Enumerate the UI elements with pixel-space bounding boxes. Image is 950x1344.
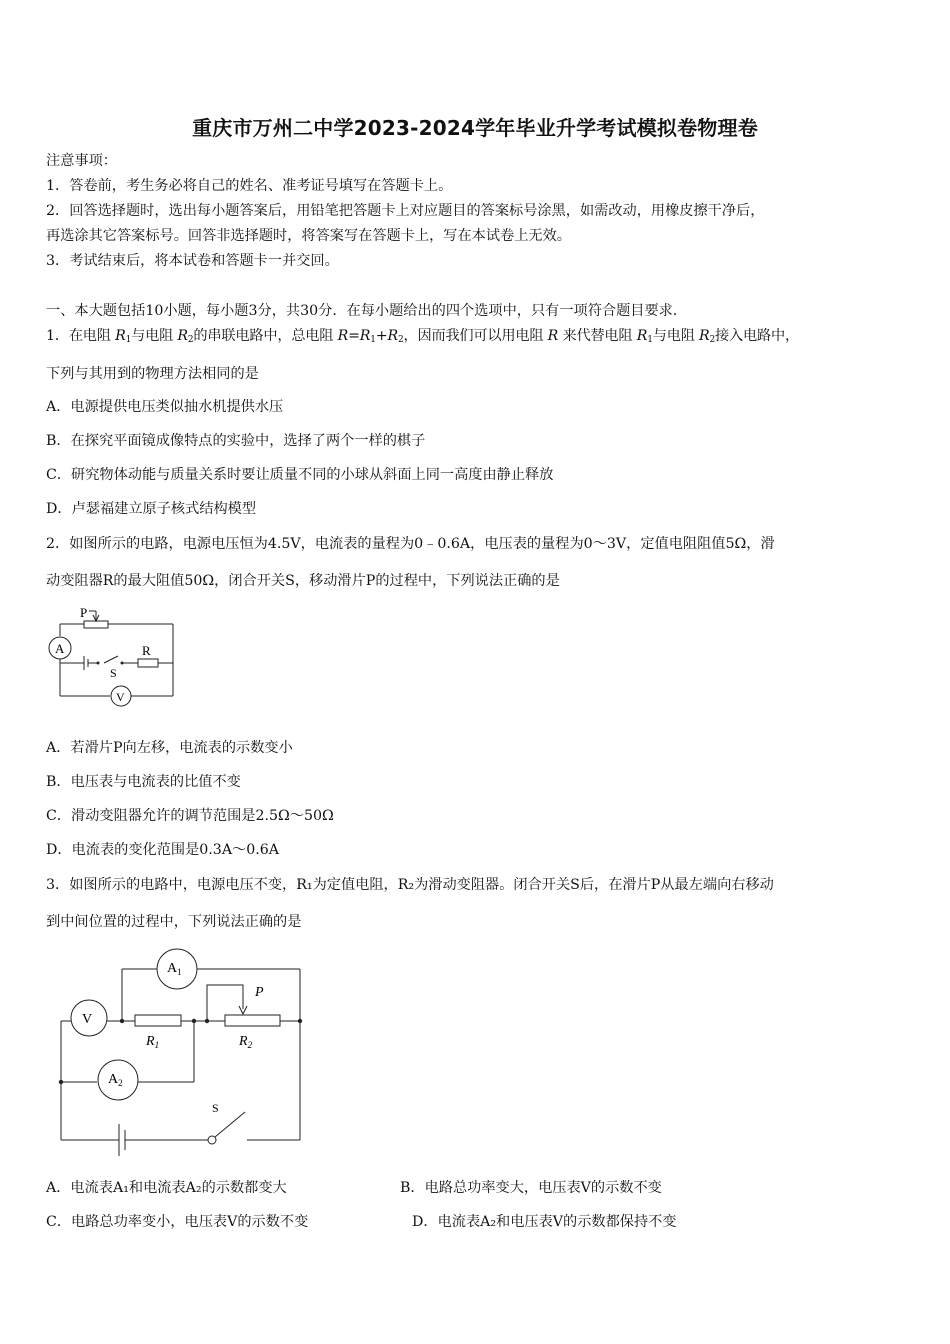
q3-stem-line1: 3．如图所示的电路中，电源电压不变，R₁为定值电阻，R₂为滑动变阻器。闭合开关S后，在滑片P从最左端向右移动 <box>46 877 774 893</box>
q3-circuit-diagram <box>55 944 315 1144</box>
q2-stem-line2: 动变阻器R的最大阻值50Ω，闭合开关S，移动滑片P的过程中，下列说法正确的是 <box>46 573 560 589</box>
label-a: A <box>55 641 65 656</box>
q2-circuit-diagram <box>40 598 190 716</box>
q1-option-b: B．在探究平面镜成像特点的实验中，选择了两个一样的棋子 <box>46 433 426 449</box>
label-a2: $A_2$ <box>108 1072 123 1088</box>
page-title: 重庆市万州二中学2023-2024学年毕业升学考试模拟卷物理卷 <box>192 116 758 140</box>
q1-stem-line1: 1．在电阻 $R_1$与电阻 $R_2$的串联电路中，总电阻 $R=R_1+R_2$，因而我们可以用电阻 R 来代替电阻 $R_1$与电阻 $R_2$接入电路中， <box>46 328 799 345</box>
notice-item-2-cont: 再选涂其它答案标号。回答非选择题时，将答案写在答题卡上，写在本试卷上无效。 <box>46 228 571 244</box>
switch-blade <box>215 1112 245 1137</box>
label-p: P <box>255 985 264 1000</box>
label-v: V <box>116 690 125 704</box>
label-v: V <box>82 1012 93 1027</box>
q1-option-a: A．电源提供电压类似抽水机提供水压 <box>46 399 284 415</box>
q1-option-c: C．研究物体动能与质量关系时要让质量不同的小球从斜面上同一高度由静止释放 <box>46 467 554 483</box>
notice-item-1: 1．答卷前，考生务必将自己的姓名、准考证号填写在答题卡上。 <box>46 178 453 194</box>
q2-option-b: B．电压表与电流表的比值不变 <box>46 774 241 790</box>
label-r1: $R_1$ <box>146 1034 160 1050</box>
label-r2: $R_2$ <box>239 1034 253 1050</box>
resistor-r1 <box>135 1015 181 1026</box>
rheostat-r2 <box>225 1015 280 1026</box>
notice-item-3: 3．考试结束后，将本试卷和答题卡一并交回。 <box>46 253 339 269</box>
q3-option-b: B．电路总功率变大，电压表V的示数不变 <box>400 1180 662 1196</box>
notice-heading: 注意事项： <box>46 153 117 169</box>
q3-option-a: A．电流表A₁和电流表A₂的示数都变大 <box>46 1180 287 1196</box>
switch-blade <box>104 656 118 663</box>
q2-option-c: C．滑动变阻器允许的调节范围是2.5Ω～50Ω <box>46 808 334 824</box>
q1-option-d: D．卢瑟福建立原子核式结构模型 <box>46 501 257 517</box>
section-heading: 一、本大题包括10小题，每小题3分，共30分．在每小题给出的四个选项中，只有一项符合题目要求． <box>46 303 688 319</box>
label-a1: $A_1$ <box>167 961 182 977</box>
notice-item-2: 2．回答选择题时，选出每小题答案后，用铅笔把答题卡上对应题目的答案标号涂黑，如需改动，用橡皮擦干净后， <box>46 203 765 219</box>
q2-option-a: A．若滑片P向左移，电流表的示数变小 <box>46 740 293 756</box>
label-r: R <box>142 643 151 658</box>
q3-option-d: D．电流表A₂和电压表V的示数都保持不变 <box>412 1214 677 1230</box>
q1-stem-line2: 下列与其用到的物理方法相同的是 <box>46 366 259 382</box>
switch-pivot <box>208 1136 216 1144</box>
resistor-r <box>138 659 158 667</box>
q2-option-d: D．电流表的变化范围是0.3A～0.6A <box>46 842 280 858</box>
q2-stem-line1: 2．如图所示的电路，电源电压恒为4.5V，电流表的量程为0﹣0.6A，电压表的量程为0～3V，定值电阻阻值5Ω，滑 <box>46 536 775 552</box>
label-s: S <box>110 666 117 680</box>
label-s: S <box>212 1101 219 1115</box>
q3-stem-line2: 到中间位置的过程中，下列说法正确的是 <box>46 914 302 930</box>
label-p: P <box>80 605 88 620</box>
q3-option-c: C．电路总功率变小，电压表V的示数不变 <box>46 1214 309 1230</box>
